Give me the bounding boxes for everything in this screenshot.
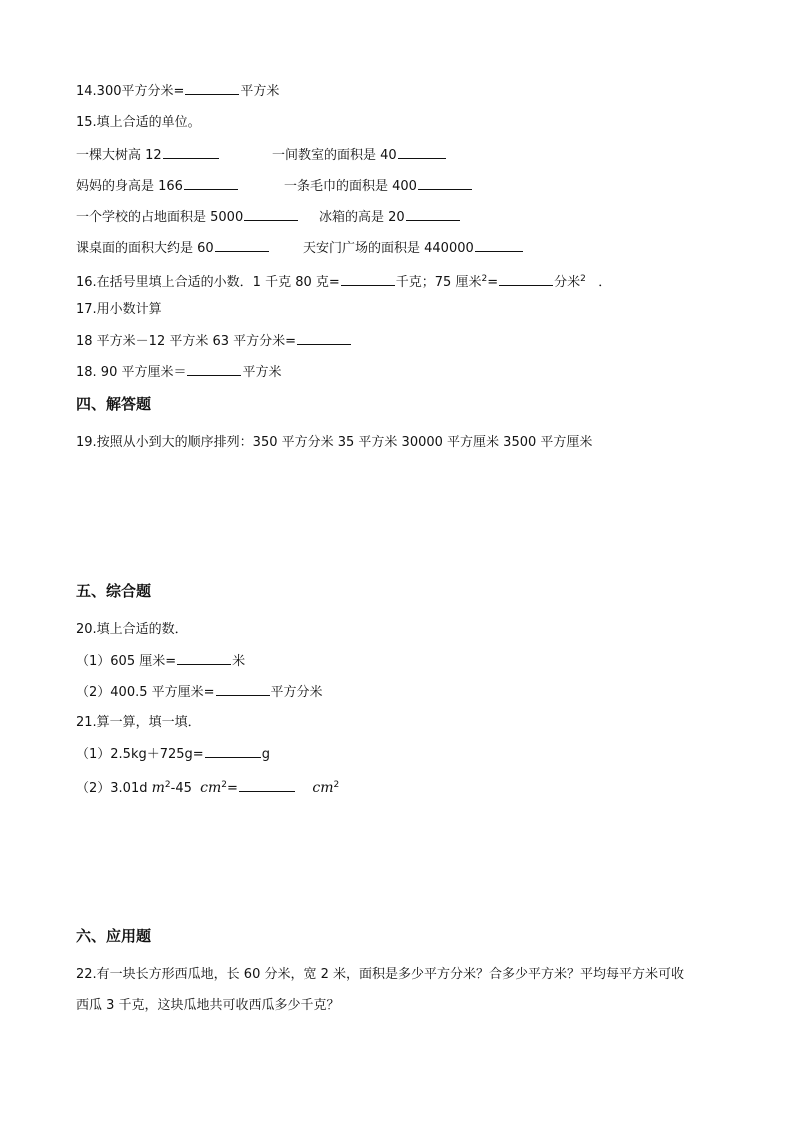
q15-row-2-right bbox=[284, 177, 473, 196]
q15-row-4-right-text: 天安门广场的面积是 440000 bbox=[303, 241, 474, 256]
answer-blank[interactable] bbox=[187, 363, 241, 376]
equals-sign: = bbox=[226, 781, 238, 796]
answer-blank[interactable] bbox=[205, 745, 261, 758]
q15-row-1-right-text: 一间教室的面积是 40 bbox=[272, 148, 397, 163]
question-18b bbox=[76, 363, 282, 382]
superscript-2: 2 bbox=[164, 780, 171, 790]
q15-row-4-left bbox=[76, 239, 270, 258]
math-var-cm: cm bbox=[312, 780, 334, 796]
section-6-title: 六、应用题 bbox=[76, 927, 152, 945]
answer-blank[interactable] bbox=[341, 273, 395, 286]
math-var-cm: cm bbox=[200, 780, 222, 796]
q18b-text: 18. 90 平方厘米＝ bbox=[76, 365, 187, 380]
q15-row-2-left-text: 妈妈的身高是 166 bbox=[76, 179, 183, 194]
q15-row-1-right bbox=[272, 146, 447, 165]
q20-item-1-text: （1）605 厘米= bbox=[76, 654, 177, 669]
q21-item-2 bbox=[76, 776, 339, 798]
answer-blank[interactable] bbox=[418, 177, 472, 190]
question-17: 17.用小数计算 bbox=[76, 302, 162, 317]
q21-item-2-text: （2）3.01d bbox=[76, 781, 148, 796]
q15-row-4-left-text: 课桌面的面积大约是 60 bbox=[76, 241, 214, 256]
equals-sign: = bbox=[487, 275, 499, 290]
superscript-2: 2 bbox=[221, 780, 227, 790]
math-var-m: m bbox=[151, 780, 165, 796]
q21-item-2-mid: -45 bbox=[170, 781, 192, 796]
q15-row-3-right-text: 冰箱的高是 20 bbox=[319, 210, 405, 225]
q14-unit: 平方米 bbox=[240, 84, 280, 99]
section-5-title: 五、综合题 bbox=[76, 582, 152, 600]
answer-blank[interactable] bbox=[177, 652, 231, 665]
q15-row-1-left-text: 一棵大树高 12 bbox=[76, 148, 162, 163]
answer-blank[interactable] bbox=[184, 177, 238, 190]
answer-blank[interactable] bbox=[163, 146, 219, 159]
q15-row-3-left-text: 一个学校的占地面积是 5000 bbox=[76, 210, 244, 225]
superscript-2: 2 bbox=[580, 274, 586, 284]
q14-text: 14.300平方分米= bbox=[76, 84, 185, 99]
question-20-title: 20.填上合适的数． bbox=[76, 622, 188, 637]
q21-item-1-unit: g bbox=[261, 747, 270, 762]
question-16 bbox=[76, 270, 611, 292]
q16-text: 16.在括号里填上合适的小数．1 千克 80 克= bbox=[76, 275, 340, 290]
superscript-2: 2 bbox=[481, 274, 488, 284]
question-22-line-2: 西瓜 3 千克，这块瓜地共可收西瓜多少千克？ bbox=[76, 998, 340, 1013]
q20-item-2-text: （2）400.5 平方厘米= bbox=[76, 685, 215, 700]
q20-item-1 bbox=[76, 652, 245, 671]
question-14 bbox=[76, 82, 279, 101]
answer-blank[interactable] bbox=[398, 146, 446, 159]
question-15-title: 15.填上合适的单位。 bbox=[76, 115, 201, 130]
section-4-title: 四、解答题 bbox=[76, 395, 152, 413]
answer-blank[interactable] bbox=[406, 208, 460, 221]
superscript-2: 2 bbox=[333, 780, 340, 790]
question-21-title: 21.算一算，填一填． bbox=[76, 715, 201, 730]
q15-row-2-left bbox=[76, 177, 239, 196]
q16-unit: 分米 bbox=[554, 275, 581, 290]
q15-row-3-left bbox=[76, 208, 299, 227]
q15-row-1-left bbox=[76, 146, 220, 165]
q16-period: ． bbox=[598, 275, 612, 290]
q20-item-2 bbox=[76, 683, 323, 702]
q21-item-1 bbox=[76, 745, 270, 764]
answer-blank[interactable] bbox=[215, 239, 269, 252]
question-22-line-1: 22.有一块长方形西瓜地，长 60 分米，宽 2 米，面积是多少平方分米？合多少平方米？平均每平方米可收 bbox=[76, 967, 685, 982]
answer-blank[interactable] bbox=[297, 332, 351, 345]
question-19: 19.按照从小到大的顺序排列：350 平方分米 35 平方米 30000 平方厘米 3500 平方厘米 bbox=[76, 435, 593, 450]
q20-item-2-unit: 平方分米 bbox=[270, 685, 323, 700]
q20-item-1-unit: 米 bbox=[232, 654, 246, 669]
answer-blank[interactable] bbox=[185, 82, 239, 95]
answer-blank[interactable] bbox=[216, 683, 270, 696]
q16-mid-text: 千克；75 厘米 bbox=[395, 275, 482, 290]
q18a-text: 18 平方米－12 平方米 63 平方分米= bbox=[76, 334, 297, 349]
q15-row-2-right-text: 一条毛巾的面积是 400 bbox=[284, 179, 417, 194]
q15-row-3-right bbox=[319, 208, 461, 227]
question-18a bbox=[76, 332, 352, 351]
q18b-unit: 平方米 bbox=[242, 365, 282, 380]
q15-row-4-right bbox=[303, 239, 524, 258]
answer-blank[interactable] bbox=[475, 239, 523, 252]
q21-item-1-text: （1）2.5kg＋725g= bbox=[76, 747, 204, 762]
answer-blank[interactable] bbox=[239, 779, 295, 792]
answer-blank[interactable] bbox=[244, 208, 298, 221]
answer-blank[interactable] bbox=[499, 273, 553, 286]
